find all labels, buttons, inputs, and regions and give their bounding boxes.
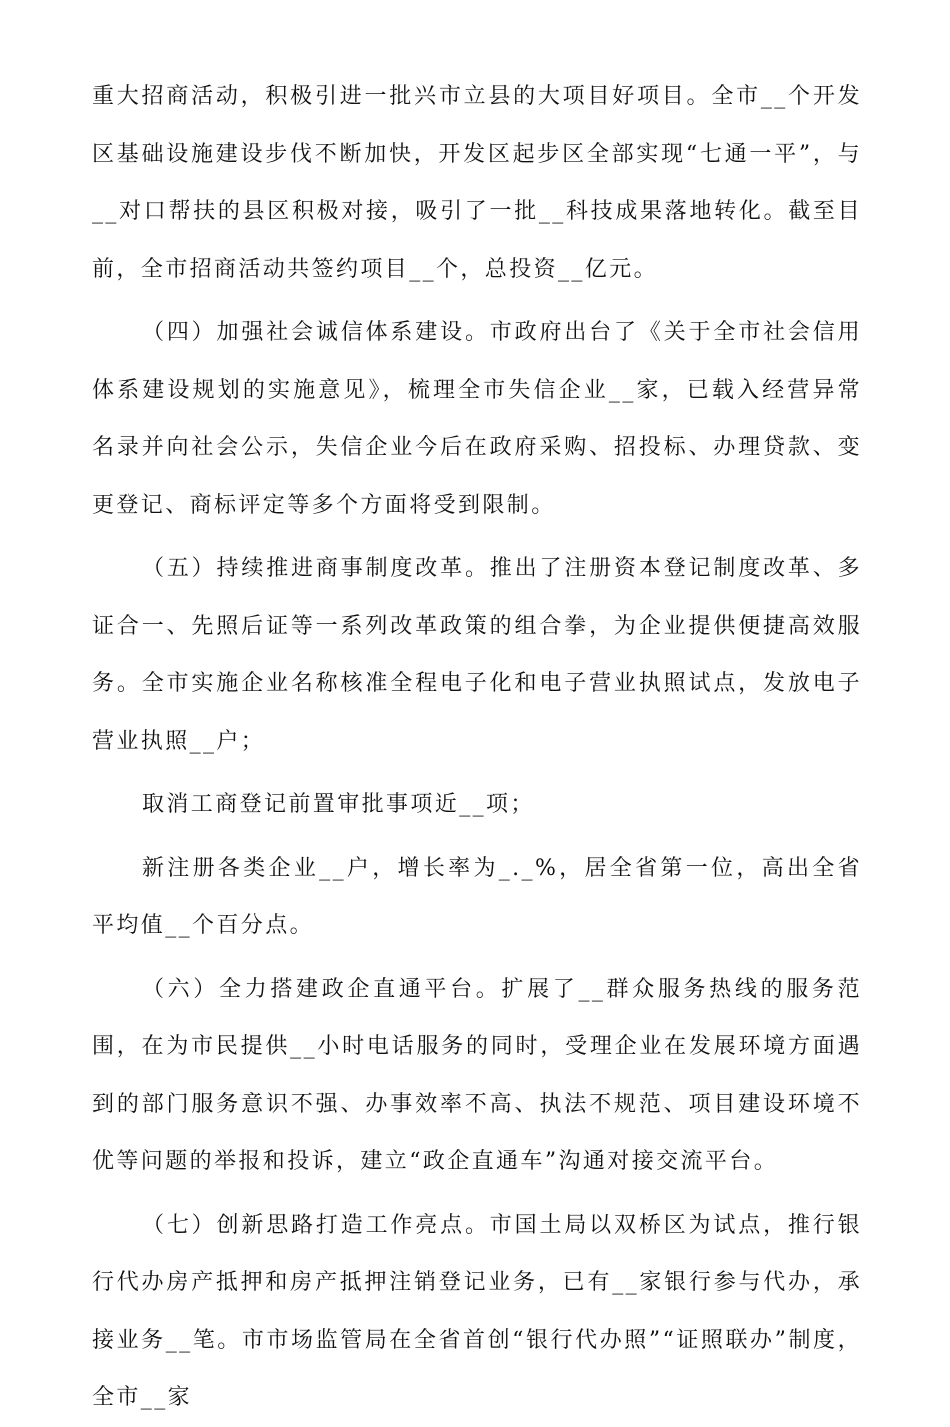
paragraph-work-highlights: （七）创新思路打造工作亮点。市国土局以双桥区为试点，推行银行代办房产抵押和房产抵押注销登记业务，已有__家银行参与代办，承接业务__笔。市市场监管局在全省首创“银行代办照”“证照联办”制度，全市__家 <box>92 1212 862 1410</box>
paragraph-direct-platform: （六）全力搭建政企直通平台。扩展了__群众服务热线的服务范围，在为市民提供__小时电话服务的同时，受理企业在发展环境方面遇到的部门服务意识不强、办事效率不高、执法不规范、项目建设环境不优等问题的举报和投诉，建立“政企直通车”沟通对接交流平台。 <box>92 976 862 1174</box>
paragraph-new-enterprises: 新注册各类企业__户，增长率为_._%，居全省第一位，高出全省平均值__个百分点。 <box>92 855 862 938</box>
paragraph-approval-items: 取消工商登记前置审批事项近__项； <box>142 792 535 817</box>
paragraph-credit-system: （四）加强社会诚信体系建设。市政府出台了《关于全市社会信用体系建设规划的实施意见》，梳理全市失信企业__家，已载入经营异常名录并向社会公示，失信企业今后在政府采购、招投标、办理贷款、变更登记、商标评定等多个方面将受到限制。 <box>92 320 862 518</box>
paragraph-commercial-reform: （五）持续推进商事制度改革。推出了注册资本登记制度改革、多证合一、先照后证等一系列改革政策的组合拳，为企业提供便捷高效服务。全市实施企业名称核准全程电子化和电子营业执照试点，发放电子营业执照__户； <box>92 556 862 754</box>
paragraph-investment: 重大招商活动，积极引进一批兴市立县的大项目好项目。全市__个开发区基础设施建设步伐不断加快，开发区起步区全部实现“七通一平”，与__对口帮扶的县区积极对接，吸引了一批__科技成果落地转化。截至目前，全市招商活动共签约项目__个，总投资__亿元。 <box>92 84 862 282</box>
document-body <box>92 68 862 1427</box>
